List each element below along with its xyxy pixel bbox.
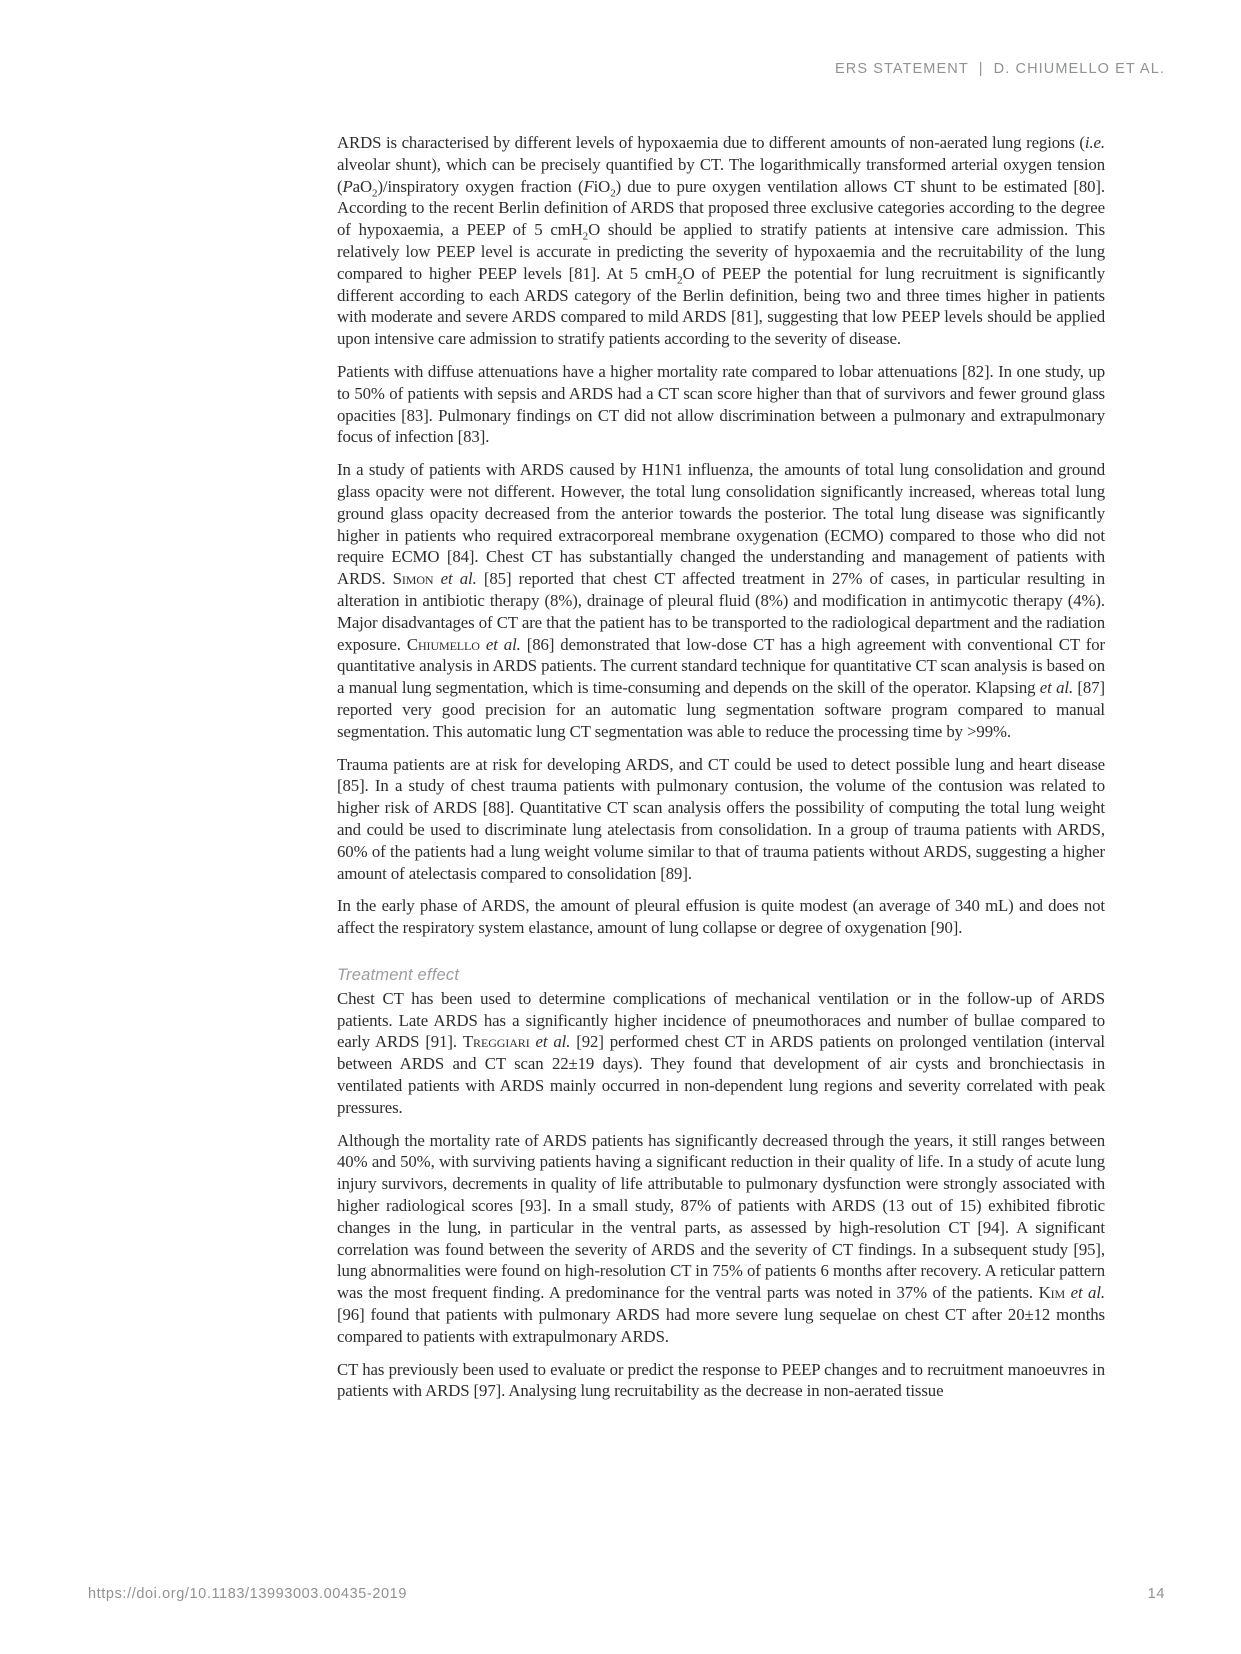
paragraph-peep-response: CT has previously been used to evaluate or predict the response to PEEP changes and to recruitment manoeuvres in patients with ARDS [97]. Analysing lung recruitability as the decrease in non-aerated tissue bbox=[337, 1359, 1105, 1401]
paragraph-ards-hypoxaemia: ARDS is characterised by different levels of hypoxaemia due to different amounts of non-aerated lung regions (i.e. alveolar shunt), which can be precisely quantified by CT. The logarithmically transformed arterial oxygen tension (PaO$_2$)/inspiratory oxygen fraction (FiO$_2$) due to pure oxygen ventilation allows CT shunt to be estimated [80]. According to the recent Berlin definition of ARDS that proposed three exclusive categories according to the degree of hypoxaemia, a PEEP of 5 cmH$_2$O should be applied to stratify patients at intensive care admission. This relatively low PEEP level is accurate in predicting the severity of hypoxaemia and the recruitability of the lung compared to higher PEEP levels [81]. At 5 cmH$_2$O of PEEP the potential for lung recruitment is significantly different according to each ARDS category of the Berlin definition, being two and three times higher in patients with moderate and severe ARDS compared to mild ARDS [81], suggesting that low PEEP levels should be applied upon intensive care admission to stratify patients according to the severity of disease. bbox=[337, 133, 1106, 349]
page-footer bbox=[88, 1586, 1165, 1602]
paragraph-mortality-quality-of-life: Although the mortality rate of ARDS patients has significantly decreased through the years, it still ranges between 40% and 50%, with surviving patients having a significant reduction in their quality of life. In a study of acute lung injury survivors, decrements in quality of life attributable to pulmonary dysfunction were strongly associated with higher radiological scores [93]. In a small study, 87% of patients with ARDS (13 out of 15) exhibited fibrotic changes in the lung, in particular in the ventral parts, as assessed by high-resolution CT [94]. A significant correlation was found between the severity of ARDS and the severity of CT findings. In a subsequent study [95], lung abnormalities were found on high-resolution CT in 75% of patients 6 months after recovery. A reticular pattern was the most frequent finding. A predominance for the ventral parts was noted in 37% of the patients. Kim et al. [96] found that patients with pulmonary ARDS had more severe lung sequelae on chest CT after 20±12 months compared to patients with extrapulmonary ARDS. bbox=[337, 1130, 1105, 1346]
paragraph-diffuse-attenuations: Patients with diffuse attenuations have a higher mortality rate compared to lobar attenuations [82]. In one study, up to 50% of patients with sepsis and ARDS had a CT scan score higher than that of survivors and fewer ground glass opacities [83]. Pulmonary findings on CT did not allow discrimination between a pulmonary and extrapulmonary focus of infection [83]. bbox=[337, 361, 1105, 447]
page-number: 14 bbox=[1147, 1586, 1165, 1602]
paragraph-pleural-effusion: In the early phase of ARDS, the amount of pleural effusion is quite modest (an average of 340 mL) and does not affect the respiratory system elastance, amount of lung collapse or degree of oxygenation [90]. bbox=[337, 896, 1105, 938]
paragraph-chest-ct-complications: Chest CT has been used to determine complications of mechanical ventilation or in the follow-up of ARDS patients. Late ARDS has a significantly higher incidence of pneumothoraces and number of bullae compared to early ARDS [91]. Treggiari et al. [92] performed chest CT in ARDS patients on prolonged ventilation (interval between ARDS and CT scan 22±19 days). They found that development of air cysts and bronchiectasis in ventilated patients with ARDS mainly occurred in non-dependent lung regions and severity correlated with peak pressures. bbox=[337, 988, 1105, 1117]
authors-label: D. CHIUMELLO ET AL. bbox=[993, 61, 1165, 77]
paragraph-trauma-patients: Trauma patients are at risk for developing ARDS, and CT could be used to detect possible lung and heart disease [85]. In a study of chest trauma patients with pulmonary contusion, the volume of the contusion was related to higher risk of ARDS [88]. Quantitative CT scan analysis offers the possibility of computing the total lung weight and could be used to discriminate lung atelectasis from consolidation. In a group of trauma patients with ARDS, 60% of the patients had a lung weight volume similar to that of trauma patients without ARDS, suggesting a higher amount of atelectasis compared to consolidation [89]. bbox=[337, 754, 1105, 883]
running-head bbox=[88, 61, 1165, 77]
running-head-separator: | bbox=[978, 61, 984, 77]
paragraph-h1n1-study: In a study of patients with ARDS caused by H1N1 influenza, the amounts of total lung consolidation and ground glass opacity were not different. However, the total lung consolidation significantly increased, whereas total lung ground glass opacity decreased from the anterior towards the posterior. The total lung disease was significantly higher in patients who required extracorporeal membrane oxygenation (ECMO) compared to those who did not require ECMO [84]. Chest CT has substantially changed the understanding and management of patients with ARDS. Simon et al. [85] reported that chest CT affected treatment in 27% of cases, in particular resulting in alteration in antibiotic therapy (8%), drainage of pleural fluid (8%) and modification in antimycotic therapy (4%). Major disadvantages of CT are that the patient has to be transported to the radiological department and the radiation exposure. Chiumello et al. [86] demonstrated that low-dose CT has a high agreement with conventional CT for quantitative analysis in ARDS patients. The current standard technique for quantitative CT scan analysis is based on a manual lung segmentation, which is time-consuming and depends on the skill of the operator. Klapsing et al. [87] reported very good precision for an automatic lung segmentation software program compared to manual segmentation. This automatic lung CT segmentation was able to reduce the processing time by >99%. bbox=[337, 460, 1105, 741]
doi-link[interactable]: https://doi.org/10.1183/13993003.00435-2019 bbox=[88, 1586, 407, 1602]
article-body bbox=[337, 132, 1105, 1402]
section-heading-treatment-effect: Treatment effect bbox=[337, 965, 460, 984]
journal-label: ERS STATEMENT bbox=[834, 61, 969, 77]
